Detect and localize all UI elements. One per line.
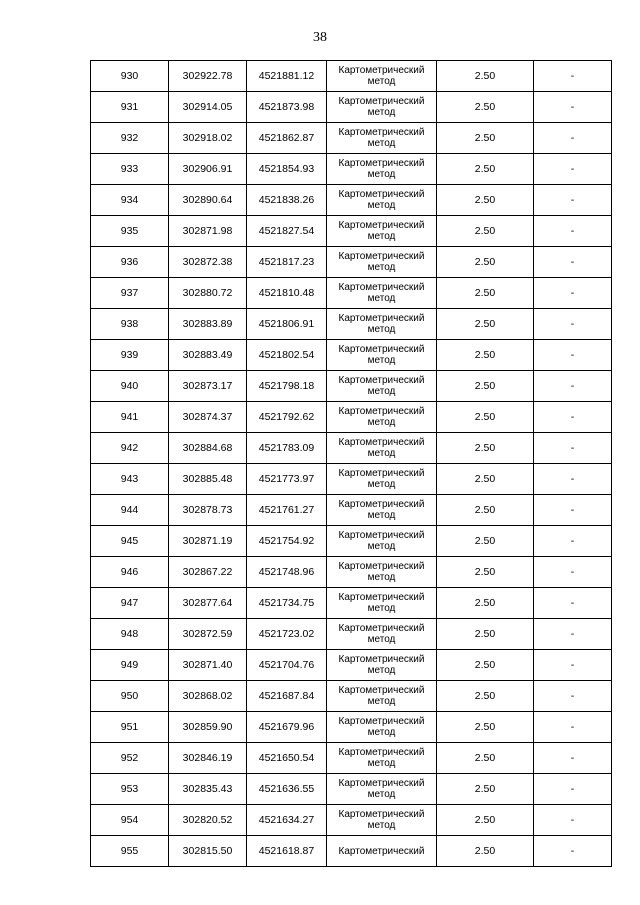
coordinates-table — [90, 60, 612, 867]
y-coordinate-cell: 4521618.87 — [247, 836, 327, 867]
method-text: метод — [367, 789, 396, 800]
method-text: метод — [367, 820, 396, 831]
note-cell: - — [534, 216, 612, 247]
method-text: метод — [367, 448, 396, 459]
point-number-cell: 952 — [91, 743, 169, 774]
note-cell: - — [534, 681, 612, 712]
method-cell — [327, 743, 437, 774]
point-number-cell: 953 — [91, 774, 169, 805]
method-text: метод — [367, 386, 396, 397]
accuracy-cell: 2.50 — [437, 92, 534, 123]
method-cell — [327, 309, 437, 340]
note-cell: - — [534, 278, 612, 309]
method-text: Картометрический — [338, 592, 425, 603]
method-text: Картометрический — [338, 499, 425, 510]
point-number-cell: 938 — [91, 309, 169, 340]
note-cell: - — [534, 464, 612, 495]
point-number-cell: 955 — [91, 836, 169, 867]
y-coordinate-cell: 4521704.76 — [247, 650, 327, 681]
point-number-cell: 947 — [91, 588, 169, 619]
method-text: Картометрический — [338, 251, 425, 262]
accuracy-cell: 2.50 — [437, 836, 534, 867]
note-cell: - — [534, 340, 612, 371]
method-text: метод — [367, 138, 396, 149]
method-text: Картометрический — [338, 282, 425, 293]
method-text: Картометрический — [338, 96, 425, 107]
method-text: метод — [367, 696, 396, 707]
note-cell: - — [534, 371, 612, 402]
note-cell: - — [534, 154, 612, 185]
method-text: Картометрический — [338, 220, 425, 231]
accuracy-cell: 2.50 — [437, 61, 534, 92]
accuracy-cell: 2.50 — [437, 154, 534, 185]
table-row — [91, 309, 612, 340]
point-number-cell: 945 — [91, 526, 169, 557]
y-coordinate-cell: 4521687.84 — [247, 681, 327, 712]
method-cell — [327, 340, 437, 371]
method-cell — [327, 185, 437, 216]
method-text: Картометрический — [338, 189, 425, 200]
y-coordinate-cell: 4521723.02 — [247, 619, 327, 650]
point-number-cell: 937 — [91, 278, 169, 309]
note-cell: - — [534, 588, 612, 619]
method-text: метод — [367, 510, 396, 521]
x-coordinate-cell: 302868.02 — [169, 681, 247, 712]
method-cell — [327, 278, 437, 309]
accuracy-cell: 2.50 — [437, 557, 534, 588]
method-cell — [327, 154, 437, 185]
point-number-cell: 940 — [91, 371, 169, 402]
x-coordinate-cell: 302872.59 — [169, 619, 247, 650]
accuracy-cell: 2.50 — [437, 216, 534, 247]
x-coordinate-cell: 302884.68 — [169, 433, 247, 464]
method-text: Картометрический — [338, 468, 425, 479]
accuracy-cell: 2.50 — [437, 681, 534, 712]
point-number-cell: 946 — [91, 557, 169, 588]
note-cell: - — [534, 402, 612, 433]
x-coordinate-cell: 302815.50 — [169, 836, 247, 867]
x-coordinate-cell: 302890.64 — [169, 185, 247, 216]
point-number-cell: 934 — [91, 185, 169, 216]
method-cell — [327, 464, 437, 495]
method-text: Картометрический — [338, 747, 425, 758]
y-coordinate-cell: 4521754.92 — [247, 526, 327, 557]
method-cell — [327, 712, 437, 743]
method-text: метод — [367, 758, 396, 769]
table-row — [91, 588, 612, 619]
table-row — [91, 743, 612, 774]
y-coordinate-cell: 4521802.54 — [247, 340, 327, 371]
y-coordinate-cell: 4521636.55 — [247, 774, 327, 805]
method-cell — [327, 619, 437, 650]
table-row — [91, 526, 612, 557]
x-coordinate-cell: 302872.38 — [169, 247, 247, 278]
accuracy-cell: 2.50 — [437, 743, 534, 774]
method-text: Картометрический — [338, 65, 425, 76]
method-text: метод — [367, 293, 396, 304]
table-row — [91, 154, 612, 185]
x-coordinate-cell: 302871.40 — [169, 650, 247, 681]
table-row — [91, 278, 612, 309]
accuracy-cell: 2.50 — [437, 805, 534, 836]
point-number-cell: 932 — [91, 123, 169, 154]
method-text: Картометрический — [338, 437, 425, 448]
method-text: Картометрический — [338, 127, 425, 138]
point-number-cell: 954 — [91, 805, 169, 836]
method-text: Картометрический — [338, 778, 425, 789]
method-cell — [327, 216, 437, 247]
point-number-cell: 950 — [91, 681, 169, 712]
method-cell — [327, 402, 437, 433]
x-coordinate-cell: 302880.72 — [169, 278, 247, 309]
method-text: метод — [367, 200, 396, 211]
y-coordinate-cell: 4521650.54 — [247, 743, 327, 774]
accuracy-cell: 2.50 — [437, 309, 534, 340]
method-text: Картометрический — [338, 530, 425, 541]
y-coordinate-cell: 4521827.54 — [247, 216, 327, 247]
table-row — [91, 123, 612, 154]
y-coordinate-cell: 4521734.75 — [247, 588, 327, 619]
accuracy-cell: 2.50 — [437, 278, 534, 309]
method-text: метод — [367, 603, 396, 614]
x-coordinate-cell: 302914.05 — [169, 92, 247, 123]
accuracy-cell: 2.50 — [437, 774, 534, 805]
y-coordinate-cell: 4521679.96 — [247, 712, 327, 743]
method-cell — [327, 774, 437, 805]
accuracy-cell: 2.50 — [437, 340, 534, 371]
x-coordinate-cell: 302835.43 — [169, 774, 247, 805]
accuracy-cell: 2.50 — [437, 526, 534, 557]
accuracy-cell: 2.50 — [437, 123, 534, 154]
x-coordinate-cell: 302877.64 — [169, 588, 247, 619]
y-coordinate-cell: 4521873.98 — [247, 92, 327, 123]
point-number-cell: 943 — [91, 464, 169, 495]
note-cell: - — [534, 433, 612, 464]
method-text: Картометрический — [338, 685, 425, 696]
y-coordinate-cell: 4521862.87 — [247, 123, 327, 154]
table-row — [91, 495, 612, 526]
method-cell — [327, 588, 437, 619]
method-cell — [327, 650, 437, 681]
accuracy-cell: 2.50 — [437, 185, 534, 216]
x-coordinate-cell: 302820.52 — [169, 805, 247, 836]
y-coordinate-cell: 4521783.09 — [247, 433, 327, 464]
table-row — [91, 557, 612, 588]
note-cell: - — [534, 557, 612, 588]
accuracy-cell: 2.50 — [437, 464, 534, 495]
method-text: метод — [367, 479, 396, 490]
method-text: Картометрический — [338, 809, 425, 820]
note-cell: - — [534, 185, 612, 216]
method-cell — [327, 371, 437, 402]
x-coordinate-cell: 302871.19 — [169, 526, 247, 557]
x-coordinate-cell: 302859.90 — [169, 712, 247, 743]
accuracy-cell: 2.50 — [437, 712, 534, 743]
accuracy-cell: 2.50 — [437, 619, 534, 650]
note-cell: - — [534, 92, 612, 123]
method-text: Картометрический — [338, 158, 425, 169]
table-row — [91, 805, 612, 836]
note-cell: - — [534, 495, 612, 526]
point-number-cell: 931 — [91, 92, 169, 123]
x-coordinate-cell: 302846.19 — [169, 743, 247, 774]
point-number-cell: 935 — [91, 216, 169, 247]
accuracy-cell: 2.50 — [437, 402, 534, 433]
accuracy-cell: 2.50 — [437, 588, 534, 619]
x-coordinate-cell: 302918.02 — [169, 123, 247, 154]
x-coordinate-cell: 302871.98 — [169, 216, 247, 247]
x-coordinate-cell: 302922.78 — [169, 61, 247, 92]
point-number-cell: 933 — [91, 154, 169, 185]
table-row — [91, 61, 612, 92]
method-text: Картометрический — [338, 716, 425, 727]
accuracy-cell: 2.50 — [437, 371, 534, 402]
y-coordinate-cell: 4521792.62 — [247, 402, 327, 433]
point-number-cell: 948 — [91, 619, 169, 650]
method-text: Картометрический — [338, 654, 425, 665]
point-number-cell: 941 — [91, 402, 169, 433]
y-coordinate-cell: 4521761.27 — [247, 495, 327, 526]
method-text: Картометрический — [338, 845, 425, 857]
note-cell: - — [534, 526, 612, 557]
y-coordinate-cell: 4521810.48 — [247, 278, 327, 309]
method-text: метод — [367, 634, 396, 645]
y-coordinate-cell: 4521634.27 — [247, 805, 327, 836]
note-cell: - — [534, 805, 612, 836]
method-text: метод — [367, 727, 396, 738]
point-number-cell: 951 — [91, 712, 169, 743]
note-cell: - — [534, 743, 612, 774]
x-coordinate-cell: 302906.91 — [169, 154, 247, 185]
x-coordinate-cell: 302883.49 — [169, 340, 247, 371]
method-text: метод — [367, 262, 396, 273]
point-number-cell: 942 — [91, 433, 169, 464]
y-coordinate-cell: 4521798.18 — [247, 371, 327, 402]
table-row — [91, 619, 612, 650]
method-text: метод — [367, 541, 396, 552]
method-cell — [327, 495, 437, 526]
note-cell: - — [534, 247, 612, 278]
x-coordinate-cell: 302867.22 — [169, 557, 247, 588]
point-number-cell: 949 — [91, 650, 169, 681]
method-text: метод — [367, 107, 396, 118]
method-text: Картометрический — [338, 375, 425, 386]
y-coordinate-cell: 4521773.97 — [247, 464, 327, 495]
table-row — [91, 712, 612, 743]
method-cell — [327, 836, 437, 867]
accuracy-cell: 2.50 — [437, 247, 534, 278]
table-row — [91, 464, 612, 495]
method-cell — [327, 557, 437, 588]
accuracy-cell: 2.50 — [437, 650, 534, 681]
table-row — [91, 681, 612, 712]
method-cell — [327, 92, 437, 123]
x-coordinate-cell: 302874.37 — [169, 402, 247, 433]
y-coordinate-cell: 4521854.93 — [247, 154, 327, 185]
method-cell — [327, 247, 437, 278]
table-row — [91, 340, 612, 371]
y-coordinate-cell: 4521806.91 — [247, 309, 327, 340]
table-row — [91, 92, 612, 123]
method-text: метод — [367, 572, 396, 583]
point-number-cell: 930 — [91, 61, 169, 92]
method-cell — [327, 681, 437, 712]
method-text: метод — [367, 417, 396, 428]
method-cell — [327, 805, 437, 836]
method-cell — [327, 61, 437, 92]
method-text: Картометрический — [338, 313, 425, 324]
method-cell — [327, 526, 437, 557]
method-text: метод — [367, 324, 396, 335]
method-text: метод — [367, 355, 396, 366]
note-cell: - — [534, 774, 612, 805]
method-text: Картометрический — [338, 344, 425, 355]
point-number-cell: 944 — [91, 495, 169, 526]
point-number-cell: 939 — [91, 340, 169, 371]
y-coordinate-cell: 4521748.96 — [247, 557, 327, 588]
method-text: метод — [367, 665, 396, 676]
method-text: Картометрический — [338, 561, 425, 572]
method-cell — [327, 123, 437, 154]
table-row — [91, 836, 612, 867]
method-text: Картометрический — [338, 623, 425, 634]
note-cell: - — [534, 650, 612, 681]
note-cell: - — [534, 61, 612, 92]
table-row — [91, 402, 612, 433]
table-row — [91, 650, 612, 681]
x-coordinate-cell: 302878.73 — [169, 495, 247, 526]
x-coordinate-cell: 302885.48 — [169, 464, 247, 495]
note-cell: - — [534, 309, 612, 340]
method-text: метод — [367, 76, 396, 87]
y-coordinate-cell: 4521881.12 — [247, 61, 327, 92]
table-row — [91, 433, 612, 464]
note-cell: - — [534, 712, 612, 743]
table-row — [91, 185, 612, 216]
y-coordinate-cell: 4521817.23 — [247, 247, 327, 278]
note-cell: - — [534, 836, 612, 867]
point-number-cell: 936 — [91, 247, 169, 278]
method-text: Картометрический — [338, 406, 425, 417]
method-text: метод — [367, 169, 396, 180]
x-coordinate-cell: 302883.89 — [169, 309, 247, 340]
note-cell: - — [534, 619, 612, 650]
note-cell: - — [534, 123, 612, 154]
method-text: метод — [367, 231, 396, 242]
table-row — [91, 774, 612, 805]
table-row — [91, 216, 612, 247]
table-row — [91, 371, 612, 402]
y-coordinate-cell: 4521838.26 — [247, 185, 327, 216]
page-number: 38 — [313, 30, 327, 45]
method-cell — [327, 433, 437, 464]
x-coordinate-cell: 302873.17 — [169, 371, 247, 402]
accuracy-cell: 2.50 — [437, 433, 534, 464]
accuracy-cell: 2.50 — [437, 495, 534, 526]
table-row — [91, 247, 612, 278]
coordinates-table-body — [91, 61, 612, 867]
